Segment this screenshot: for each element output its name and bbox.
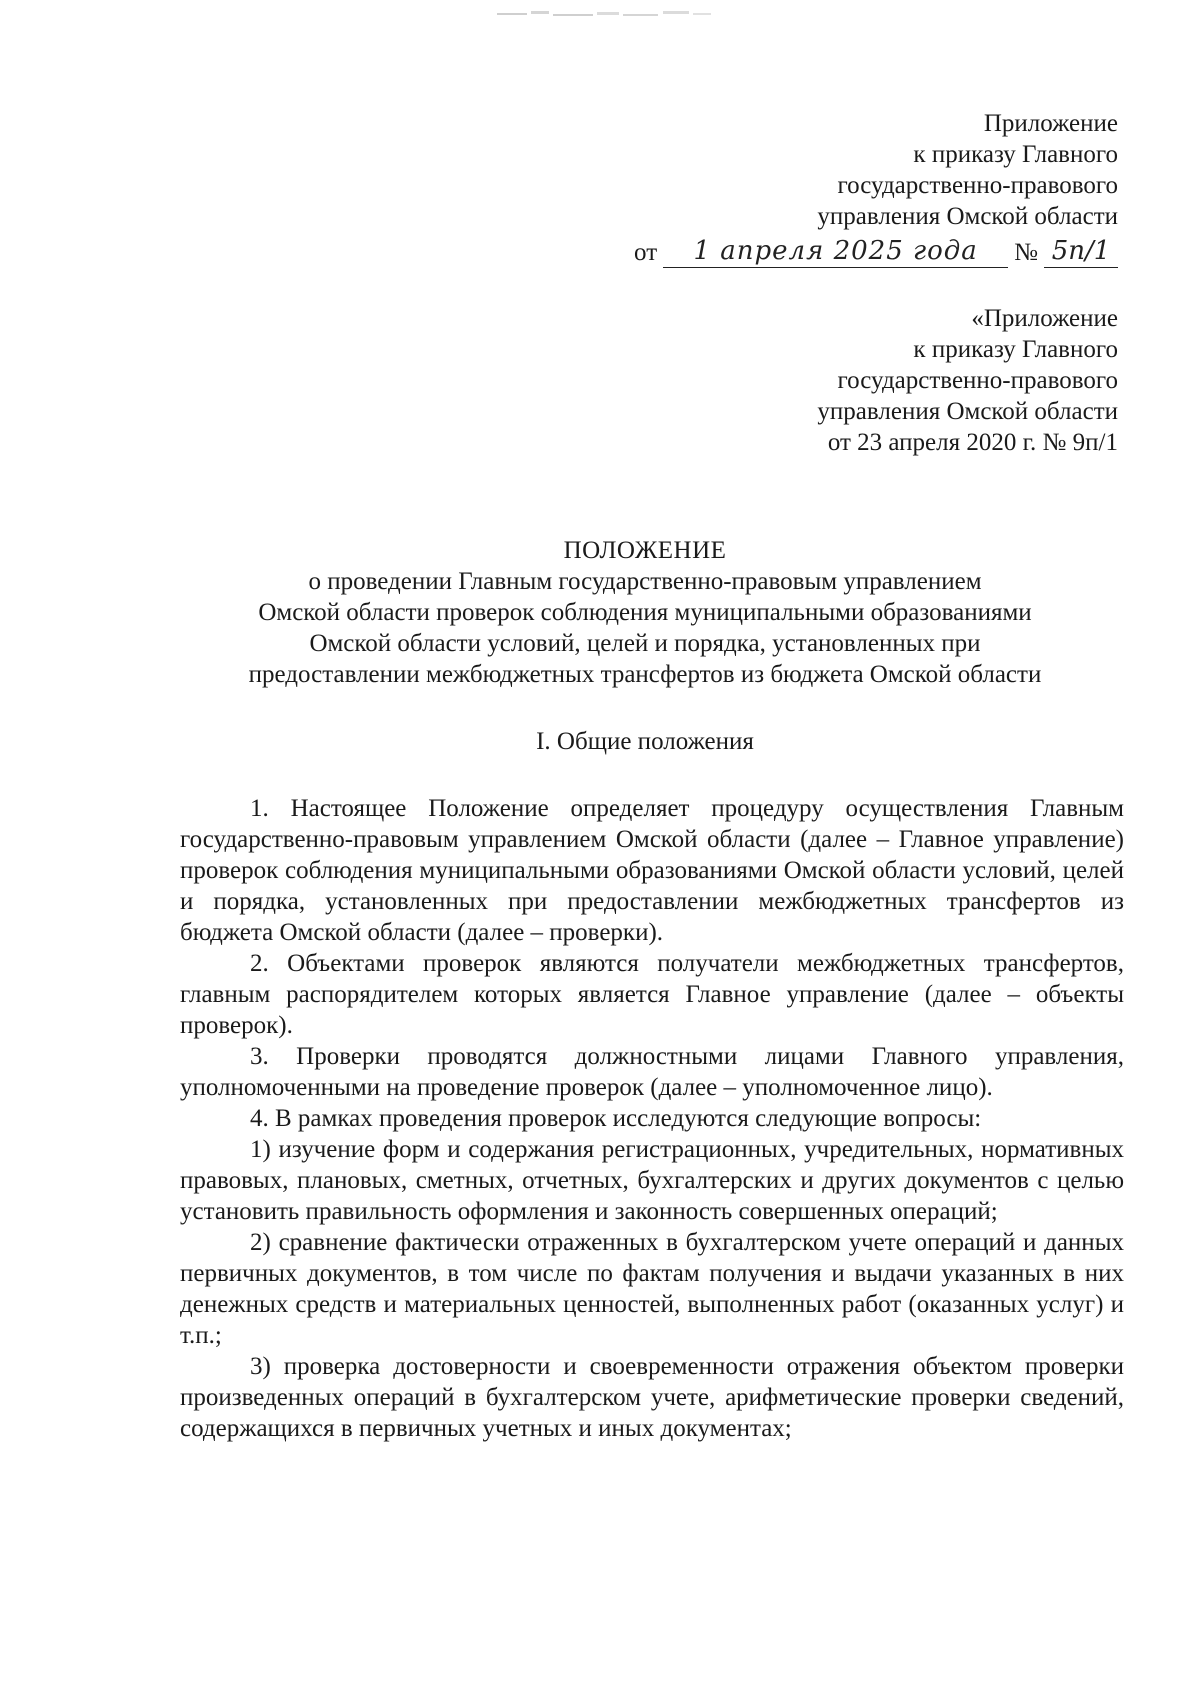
quoted-attachment-line: государственно-правового [837,367,1118,394]
paragraph: 2) сравнение фактически отраженных в бухгалтерском учете операций и данных первичных документов, в том числе по фактам получения и выдачи указанных в них денежных средств и материальных ценностей, выполненных работ (оказанных услуг) и т.п.; [180,1229,1124,1349]
order-date-number-line [634,232,1118,268]
scan-artifact [495,8,715,22]
quoted-attachment-line: к приказу Главного [913,336,1118,363]
from-prefix: от [634,239,658,266]
document-subtitle-line: предоставлении межбюджетных трансфертов из бюджета Омской области [248,661,1042,688]
attachment-line: Приложение [983,110,1118,137]
attachment-line: управления Омской области [817,203,1118,230]
attachment-header [634,108,1118,268]
handwritten-date: 1 апреля 2025 года [663,235,1008,268]
paragraph: 4. В рамках проведения проверок исследуются следующие вопросы: [250,1105,982,1132]
document-subtitle-line: Омской области проверок соблюдения муниципальными образованиями [258,599,1032,626]
document-title: ПОЛОЖЕНИЕ [563,537,727,564]
quoted-attachment-line: «Приложение [971,305,1118,332]
attachment-line: к приказу Главного [913,141,1118,168]
handwritten-number: 5п/1 [1044,235,1118,268]
number-prefix: № [1014,239,1038,266]
paragraph: 1) изучение форм и содержания регистрационных, учредительных, нормативных правовых, плановых, сметных, отчетных, бухгалтерских и других документов с целью установить правильность оформления и законность совершенных операций; [180,1136,1124,1225]
document-subtitle-line: о проведении Главным государственно-правовым управлением [308,568,982,595]
paragraph: 1. Настоящее Положение определяет процедуру осуществления Главным государственно-правовым управлением Омской области (далее – Главное управление) проверок соблюдения муниципальными образованиями Омской области условий, целей и порядка, установленных при предоставлении межбюджетных трансфертов из бюджета Омской области (далее – проверки). [180,795,1124,946]
attachment-line: государственно-правового [837,172,1118,199]
document-subtitle-line: Омской области условий, целей и порядка, установленных при [309,630,981,657]
paragraph: 3. Проверки проводятся должностными лицами Главного управления, уполномоченными на проведение проверок (далее – уполномоченное лицо). [180,1043,1124,1101]
section-heading: I. Общие положения [536,728,754,755]
paragraph: 2. Объектами проверок являются получатели межбюджетных трансфертов, главным распорядителем которых является Главное управление (далее – объекты проверок). [180,950,1124,1039]
quoted-attachment-line: управления Омской области [817,398,1118,425]
quoted-attachment-header [817,303,1118,458]
document-body [180,793,1124,1444]
quoted-attachment-line: от 23 апреля 2020 г. № 9п/1 [827,429,1118,456]
paragraph: 3) проверка достоверности и своевременности отражения объектом проверки произведенных операций в бухгалтерском учете, арифметические проверки сведений, содержащихся в первичных учетных и иных документах; [180,1353,1124,1442]
document-title-block [180,535,1110,690]
